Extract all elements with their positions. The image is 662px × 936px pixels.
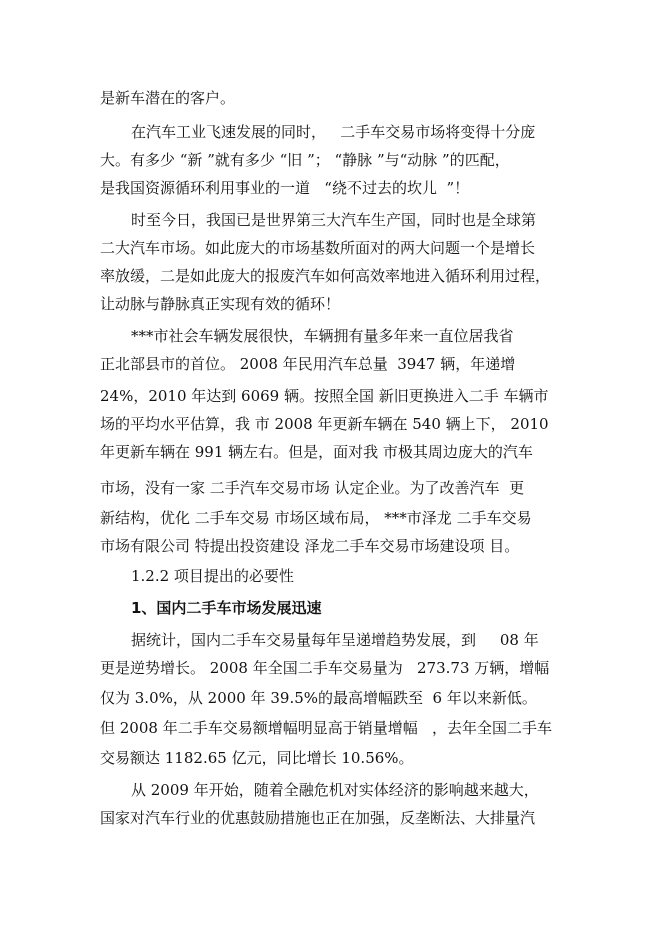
text-line: 率放缓，二是如此庞大的报废汽车如何高效率地进入循环利用过程，	[100, 267, 551, 285]
section-number-heading: 1.2.2 项目提出的必要性	[131, 567, 294, 585]
text-line: 24%，2010 年达到 6069 辆。按照全国 新旧更换进入二手 车辆市	[100, 387, 549, 405]
text-line: 二大汽车市场。如此庞大的市场基数所面对的两大问题一个是增长	[100, 239, 536, 257]
text-line: 时至今日，我国已是世界第三大汽车生产国，同时也是全球第	[131, 211, 537, 229]
text-line: 市场，没有一家 二手汽车交易市场 认定企业。为了改善汽车 更	[100, 479, 525, 497]
text-line: 交易额达 1182.65 亿元，同比增长 10.56%。	[100, 749, 414, 767]
text-line: 从 2009 年开始，随着全融危机对实体经济的影响越来越大，	[131, 781, 539, 799]
text-line: 仅为 3.0%，从 2000 年 39.5%的最高增幅跌至 6 年以来新低。	[100, 689, 537, 707]
text-line: 正北部县市的首位。 2008 年民用汽车总量 3947 辆，年递增	[100, 355, 516, 373]
text-line: 据统计，国内二手车交易量每年呈递增趋势发展，到 08 年	[131, 631, 539, 649]
text-line: 是新车潜在的客户。	[100, 89, 236, 107]
text-line: 场的平均水平估算，我 市 2008 年更新车辆在 540 辆上下， 2010	[100, 415, 549, 433]
text-line: 但 2008 年二手车交易额增幅明显高于销量增幅 ，去年全国二手车	[100, 719, 553, 737]
section-heading: 1、国内二手车市场发展迅速	[131, 599, 322, 617]
text-line: 年更新车辆在 991 辆左右。但是，面对我 市极其周边庞大的汽车	[100, 443, 533, 461]
text-line: 新结构，优化 二手车交易 市场区域布局， ***市泽龙 二手车交易	[100, 509, 532, 527]
text-line: 让动脉与静脉真正实现有效的循环！	[100, 295, 341, 313]
text-line: 国家对汽车行业的优惠鼓励措施也正在加强，反垄断法、大排量汽	[100, 809, 536, 827]
text-line: 在汽车工业飞速发展的同时， 二手车交易市场将变得十分庞	[131, 123, 536, 141]
text-line: 市场有限公司 特提出投资建设 泽龙二手车交易市场建设项 目。	[100, 537, 520, 555]
text-line: 更是逆势增长。 2008 年全国二手车交易量为 273.73 万辆，增幅	[100, 659, 550, 677]
text-line: 大。有多少 “新 ”就有多少 “旧 ”； “静脉 ”与“动脉 ”的匹配，	[100, 151, 510, 169]
text-line: 是我国资源循环利用事业的一道 “绕不过去的坎儿 ”！	[100, 179, 470, 197]
text-line: ***市社会车辆发展很快，车辆拥有量多年来一直位居我省	[131, 327, 514, 345]
